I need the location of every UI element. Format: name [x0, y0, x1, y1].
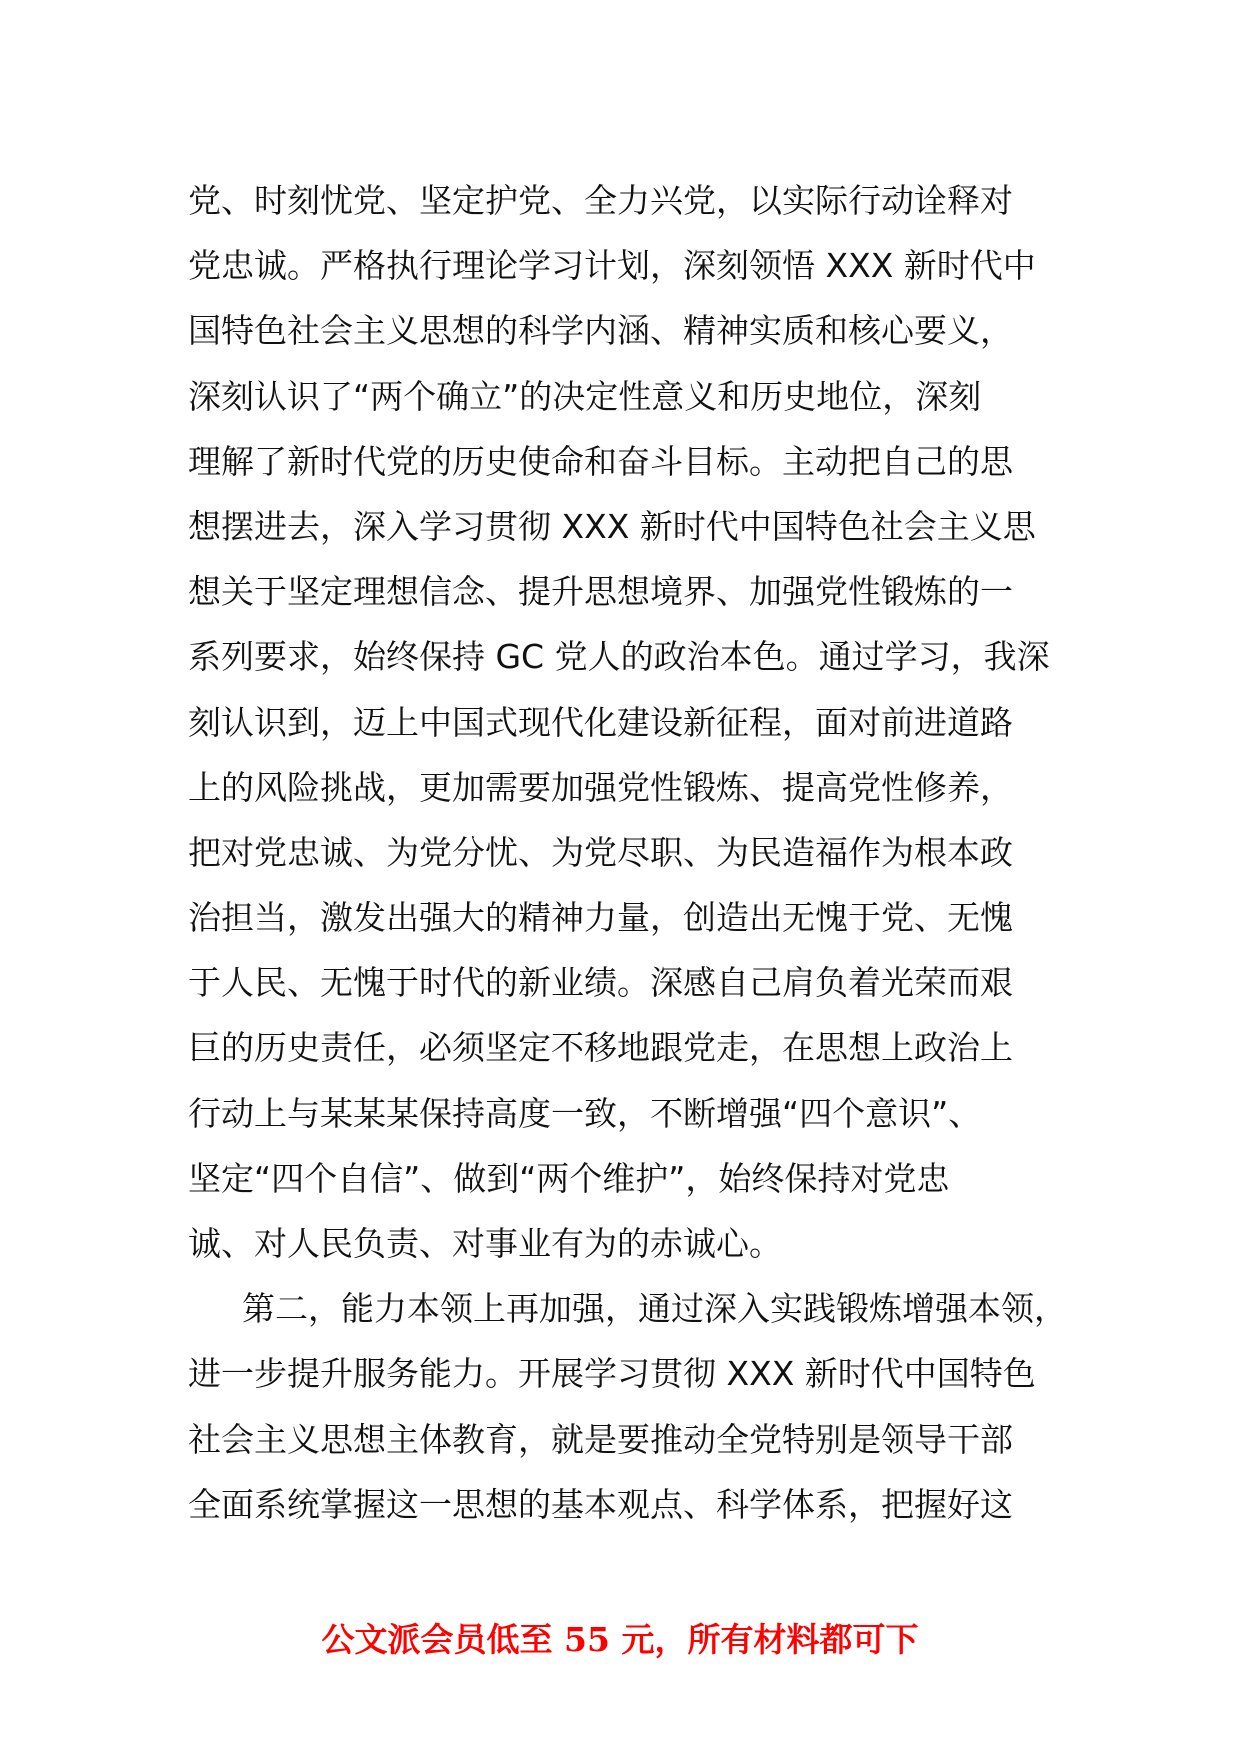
text-line: 把对党忠诚、为党分忧、为党尽职、为民造福作为根本政 [188, 832, 1013, 872]
text-line: 坚定“四个自信”、做到“两个维护”，始终保持对党忠 [188, 1158, 950, 1198]
text-line: 深刻认识了“两个确立”的决定性意义和历史地位，深刻 [188, 376, 982, 416]
text-line: 治担当，激发出强大的精神力量，创造出无愧于党、无愧 [188, 898, 1013, 938]
text-line: 进一步提升服务能力。开展学习贯彻 XXX 新时代中国特色 [188, 1354, 1036, 1394]
text-line: 社会主义思想主体教育，就是要推动全党特别是领导干部 [188, 1419, 1013, 1459]
text-line: 想关于坚定理想信念、提升思想境界、加强党性锻炼的一 [188, 572, 1013, 612]
text-line: 国特色社会主义思想的科学内涵、精神实质和核心要义， [188, 311, 1013, 351]
text-line: 巨的历史责任，必须坚定不移地跟党走，在思想上政治上 [188, 1028, 1013, 1068]
text-line: 诚、对人民负责、对事业有为的赤诚心。 [188, 1224, 782, 1263]
text-line: 党、时刻忧党、坚定护党、全力兴党，以实际行动诠释对 [188, 181, 1013, 220]
text-line: 行动上与某某某保持高度一致，不断增强“四个意识”、 [188, 1093, 982, 1133]
text-line: 系列要求，始终保持 GC 党人的政治本色。通过学习，我深 [188, 637, 1050, 677]
promo-banner: 公文派会员低至 55 元，所有材料都可下 [321, 1620, 919, 1659]
text-line: 上的风险挑战，更加需要加强党性锻炼、提高党性修养， [188, 767, 1013, 807]
text-line: 全面系统掌握这一思想的基本观点、科学体系，把握好这 [188, 1484, 1013, 1524]
text-line: 想摆进去，深入学习贯彻 XXX 新时代中国特色社会主义思 [188, 506, 1036, 546]
paragraph-start-line: 第二，能力本领上再加强，通过深入实践锻炼增强本领， [242, 1289, 1067, 1329]
text-line: 党忠诚。严格执行理论学习计划，深刻领悟 XXX 新时代中 [188, 246, 1036, 286]
text-line: 于人民、无愧于时代的新业绩。深感自己肩负着光荣而艰 [188, 963, 1013, 1003]
text-line: 理解了新时代党的历史使命和奋斗目标。主动把自己的思 [188, 441, 1013, 481]
text-line: 刻认识到，迈上中国式现代化建设新征程，面对前进道路 [188, 702, 1013, 742]
document-body [188, 168, 1088, 1537]
